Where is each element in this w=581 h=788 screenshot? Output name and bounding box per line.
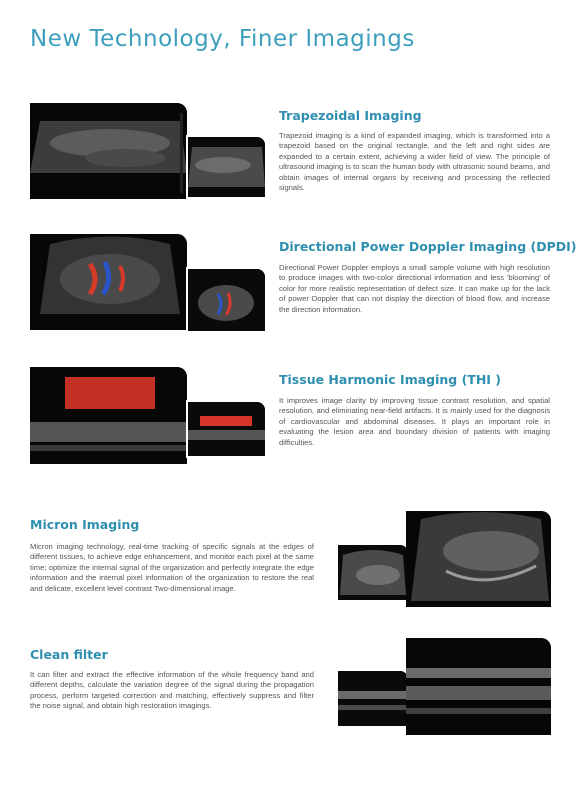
section-heading-micron: Micron Imaging <box>30 517 140 532</box>
dpdi-main-image <box>30 234 187 330</box>
section-heading-dpdi: Directional Power Doppler Imaging (DPDI) <box>279 239 577 254</box>
section-heading-thi: Tissue Harmonic Imaging (THI ) <box>279 372 501 387</box>
dpdi-secondary-image <box>186 267 267 333</box>
section-heading-trapezoidal: Trapezoidal Imaging <box>279 108 422 123</box>
section-heading-cleanfilter: Clean filter <box>30 647 108 662</box>
trapezoid-main-image <box>30 103 187 199</box>
thi-secondary-image <box>186 400 267 458</box>
page-title: New Technology, Finer Imagings <box>30 26 415 52</box>
thi-main-image <box>30 367 187 464</box>
section-body-trapezoidal: Trapezoid imaging is a kind of expanded imaging, which is transformed into a trapezoid based on the original rectangle, and the left and right sides are expanded to a certain extent, achieving a wider field of view. The principle of ultrasound imaging is to scan the human body with ultrasonic sound beams, and obtain images of internal organs by receiving and processing the reflected signals. <box>279 131 550 193</box>
section-body-cleanfilter: It can filter and extract the effective information of the whole frequency band and different depths, calculate the variation degree of the signal during the propagation process, perform targeted correction and matching, effectively suppress and filter the noise signal, and obtain high restoration imagings. <box>30 670 314 711</box>
section-body-dpdi: Directional Power Doppler employs a small sample volume with high resolution to produce images with two-color directional information and less 'blooming' of color for more realistic representation of defect size. It can make up for the lack of power Doppler that can not display the direction of blood flow, and increase the direction information. <box>279 263 550 314</box>
section-body-micron: Micron imaging technology, real-time tracking of specific signals at the edges of different tissues, to achieve edge enhancement, and monitor each pixel at the same time; optimize the internal signal of the organization and perfectly integrate the edge information and the internal pixel information of the organization to restore the real and delicate, excellent level contrast Two-dimensional image. <box>30 542 314 593</box>
trapezoid-secondary-image <box>186 135 267 199</box>
micron-secondary-image <box>336 543 410 602</box>
section-body-thi: It improves image clarity by improving tissue contrast resolution, and spatial resolution, and eliminating near-field artifacts. It is mainly used for the diagnosis of cardiovascular and abdominal diseases. It plays an important role in evaluating the lesion area and boundary division of patients with imaging difficulties. <box>279 396 550 447</box>
cleanfilter-secondary-image <box>336 669 410 728</box>
micron-main-image <box>406 511 551 607</box>
cleanfilter-main-image <box>406 638 551 735</box>
